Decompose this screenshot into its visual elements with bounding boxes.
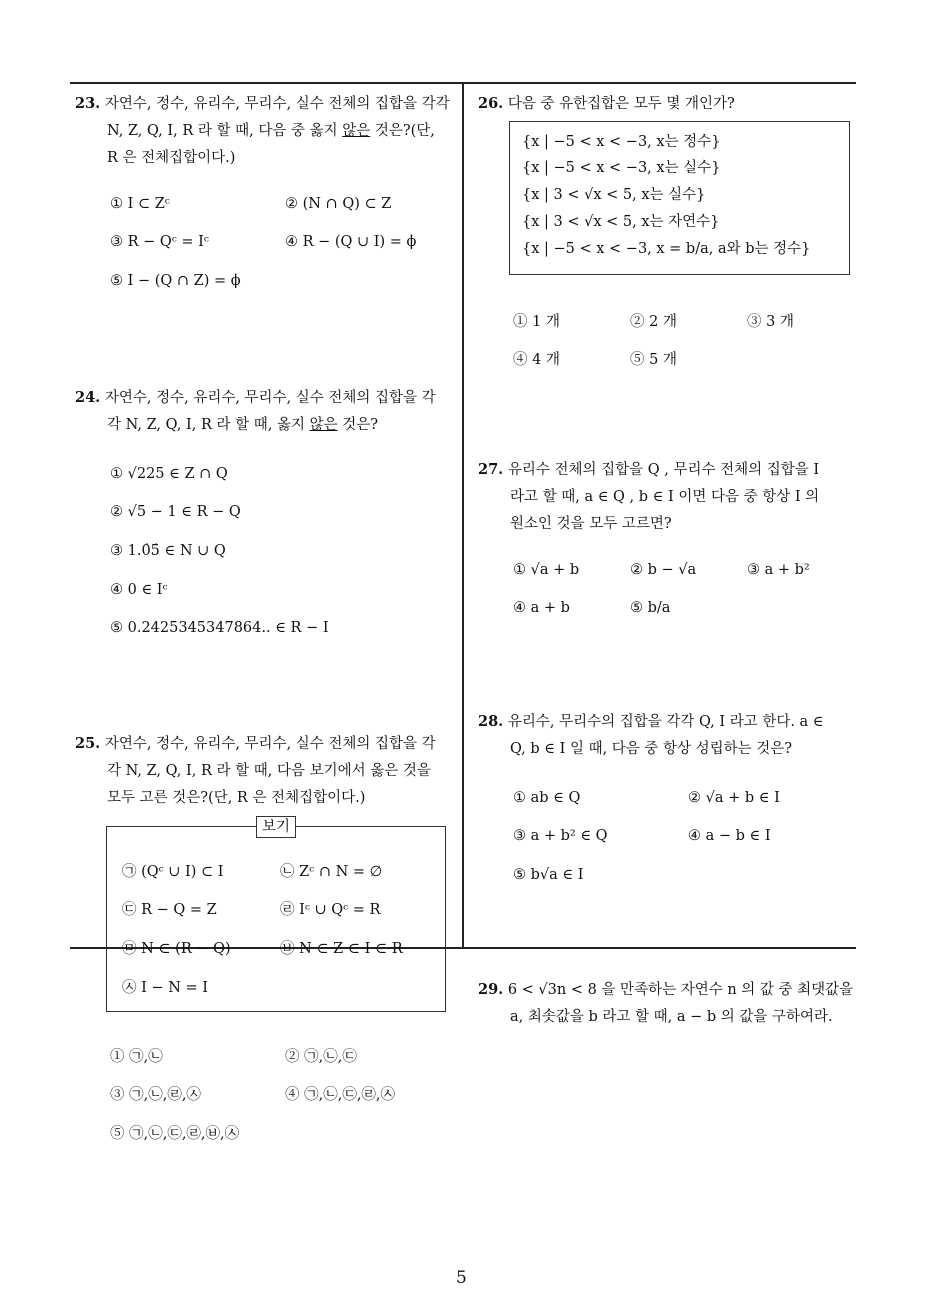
answer-option[interactable]: ② b − √a: [630, 562, 697, 578]
question-29: [478, 976, 860, 1031]
answer-option[interactable]: ⑤ b/a: [630, 600, 671, 616]
answer-option[interactable]: ① ㉠,㉡: [110, 1049, 163, 1065]
answer-option[interactable]: ⑤ b√a ∈ I: [513, 867, 584, 883]
question-number: 24.: [75, 389, 101, 406]
column-divider: [462, 82, 464, 948]
question-number: 26.: [478, 95, 504, 112]
set-expression: {x | 3 < √x < 5, x는 자연수}: [522, 214, 720, 230]
bogi-title: 보기: [256, 816, 296, 838]
question-text: N, Z, Q, I, R 라 할 때, 다음 중 옳지: [107, 123, 343, 139]
bogi-item: ㉥ N ⊂ Z ⊂ I ⊂ R: [280, 941, 403, 957]
answer-option[interactable]: ⑤ ㉠,㉡,㉢,㉣,㉥,㉦: [110, 1126, 240, 1142]
answer-option[interactable]: ② √a + b ∈ I: [688, 790, 780, 806]
answer-option[interactable]: ④ a + b: [513, 600, 570, 616]
set-expression: {x | 3 < √x < 5, x는 실수}: [522, 187, 706, 203]
answer-option[interactable]: ④ a − b ∈ I: [688, 828, 771, 844]
question-number: 27.: [478, 461, 504, 478]
question-23: [75, 90, 457, 172]
question-24: [75, 384, 457, 439]
question-text: 것은?(단,: [370, 123, 435, 139]
answer-option[interactable]: ⑤ 5 개: [630, 352, 677, 368]
answer-option[interactable]: ③ ㉠,㉡,㉣,㉦: [110, 1087, 201, 1103]
question-number: 28.: [478, 713, 504, 730]
answer-option[interactable]: ③ 3 개: [747, 314, 794, 330]
question-number: 29.: [478, 981, 504, 998]
question-text: 각 N, Z, Q, I, R 라 할 때, 다음 보기에서 옳은 것을: [107, 763, 431, 779]
question-26: [478, 90, 858, 118]
question-text: 것은?: [337, 417, 378, 433]
bogi-item: ㉦ I − N = I: [122, 980, 208, 996]
answer-option[interactable]: ① 1 개: [513, 314, 560, 330]
question-text: 유리수 전체의 집합을 Q , 무리수 전체의 집합을 I: [507, 462, 820, 478]
answer-option[interactable]: ① √a + b: [513, 562, 580, 578]
question-text: 다음 중 유한집합은 모두 몇 개인가?: [507, 96, 735, 112]
question-text: 원소인 것을 모두 고르면?: [510, 516, 672, 532]
bogi-item: ㉡ Zᶜ ∩ N = ∅: [280, 864, 383, 880]
answer-option[interactable]: ③ 1.0̇5̇ ∈ N ∪ Q: [110, 543, 226, 559]
question-text: 각 N, Z, Q, I, R 라 할 때, 옳지: [107, 417, 310, 433]
question-text: 라고 할 때, a ∈ Q , b ∈ I 이면 다음 중 항상 I 의: [510, 489, 820, 505]
question-27: [478, 456, 860, 538]
question-text: a, 최솟값을 b 라고 할 때, a − b 의 값을 구하여라.: [510, 1009, 833, 1025]
question-text: Q, b ∈ I 일 때, 다음 중 항상 성립하는 것은?: [510, 741, 793, 757]
answer-option[interactable]: ⑤ I − (Q ∩ Z) = ϕ: [110, 273, 241, 289]
question-number: 23.: [75, 95, 101, 112]
page-number: 5: [456, 1268, 467, 1288]
answer-option[interactable]: ③ R − Qᶜ = Iᶜ: [110, 234, 209, 250]
question-28: [478, 708, 860, 763]
answer-option[interactable]: ① ab ∈ Q: [513, 790, 581, 806]
question-text: R 은 전체집합이다.): [107, 150, 236, 166]
set-expression: {x | −5 < x < −3, x = b/a, a와 b는 정수}: [522, 241, 811, 257]
question-number: 25.: [75, 735, 101, 752]
question-text: 유리수, 무리수의 집합을 각각 Q, I 라고 한다. a ∈: [507, 714, 824, 730]
answer-option[interactable]: ③ a + b² ∈ Q: [513, 828, 608, 844]
answer-option[interactable]: ① I ⊂ Zᶜ: [110, 196, 170, 212]
underlined-word: 않은: [309, 417, 338, 433]
bogi-item: ㉤ N ⊂ (R − Q): [122, 941, 231, 957]
answer-option[interactable]: ③ a + b²: [747, 562, 810, 578]
question-text: 자연수, 정수, 유리수, 무리수, 실수 전체의 집합을 각: [104, 736, 436, 752]
question-text: 6 < √3n < 8 을 만족하는 자연수 n 의 값 중 최댓값을: [507, 982, 854, 998]
bogi-item: ㉢ R − Q = Z: [122, 902, 217, 918]
answer-option[interactable]: ② 2 개: [630, 314, 677, 330]
answer-option[interactable]: ② √5 − 1 ∈ R − Q: [110, 504, 241, 520]
set-expression: {x | −5 < x < −3, x는 정수}: [522, 134, 721, 150]
answer-option[interactable]: ④ R − (Q ∪ I) = ϕ: [285, 234, 417, 250]
answer-option[interactable]: ④ 4 개: [513, 352, 560, 368]
question-25: [75, 730, 457, 812]
bogi-item: ㉠ (Qᶜ ∪ I) ⊂ I: [122, 864, 224, 880]
answer-option[interactable]: ① √225 ∈ Z ∩ Q: [110, 466, 228, 482]
question-text: 모두 고른 것은?(단, R 은 전체집합이다.): [107, 790, 366, 806]
set-expression: {x | −5 < x < −3, x는 실수}: [522, 160, 721, 176]
answer-option[interactable]: ② ㉠,㉡,㉢: [285, 1049, 357, 1065]
answer-option[interactable]: ② (N ∩ Q) ⊂ Z: [285, 196, 392, 212]
answer-option[interactable]: ④ 0 ∈ Iᶜ: [110, 582, 168, 598]
underlined-word: 않은: [342, 123, 371, 139]
question-text: 자연수, 정수, 유리수, 무리수, 실수 전체의 집합을 각각: [104, 96, 450, 112]
answer-option[interactable]: ⑤ 0.2425345347864.. ∈ R − I: [110, 620, 329, 636]
answer-option[interactable]: ④ ㉠,㉡,㉢,㉣,㉦: [285, 1087, 396, 1103]
question-text: 자연수, 정수, 유리수, 무리수, 실수 전체의 집합을 각: [104, 390, 436, 406]
bogi-item: ㉣ Iᶜ ∪ Qᶜ = R: [280, 902, 381, 918]
